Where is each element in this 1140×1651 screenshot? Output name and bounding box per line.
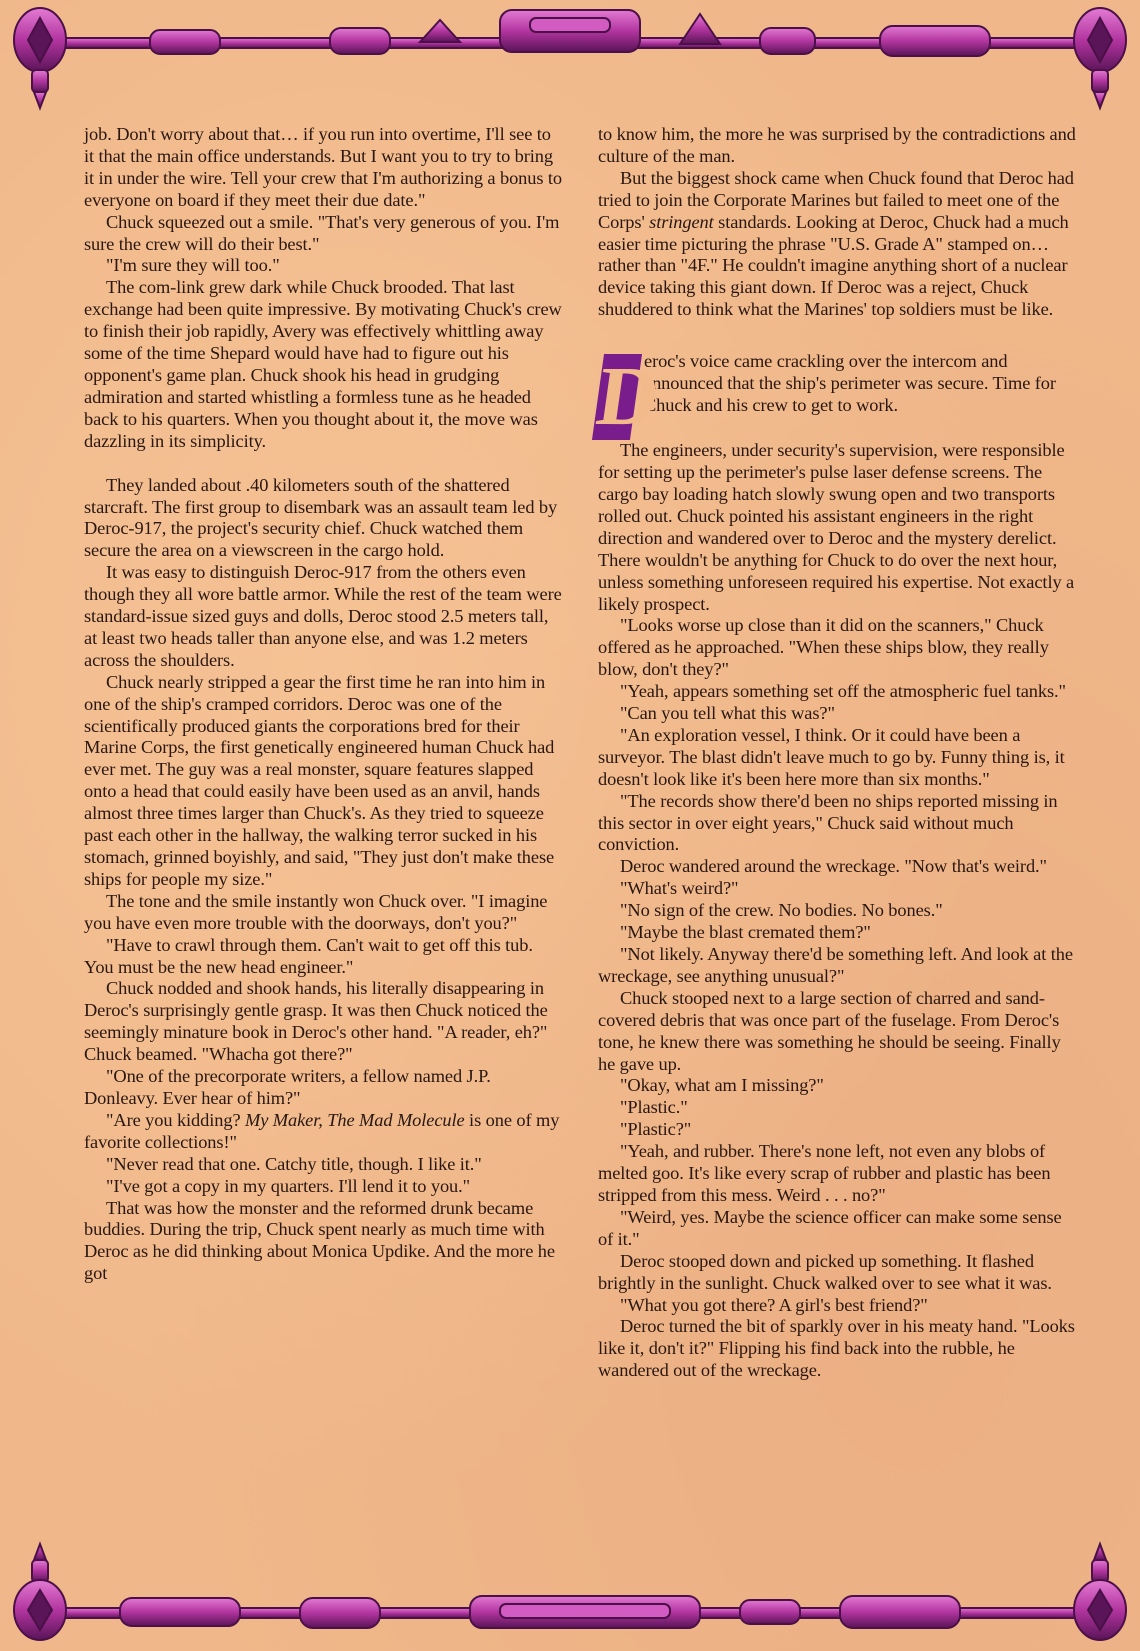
corner-emblem-bottom-right [1074, 1544, 1126, 1640]
paragraph: "I'm sure they will too." [106, 255, 280, 276]
text-run: is one of my favorite collections!" [84, 1109, 560, 1152]
paragraph: "Can you tell what this was?" [620, 703, 835, 724]
paragraph: Chuck stooped next to a large section of charred and sand-covered debris that was once part of the fuselage. From Deroc's tone, he knew there was something he should be seeing. Finally he gave up. [598, 987, 1061, 1074]
corner-emblem-top-left [14, 8, 66, 108]
paragraph: It was easy to distinguish Deroc-917 from the others even though they all wore battle armor. While the rest of the team were standard-issue sized guys and dolls, Deroc stood 2.5 meters tall, at least two heads taller than anyone else, and was 1.2 meters across the shoulders. [84, 562, 562, 670]
paragraph: "An exploration vessel, I think. Or it could have been a surveyor. The blast didn't leave much to go by. Funny thing is, it doesn't look like it's been here more than six months." [598, 724, 1065, 789]
text-run: But the biggest shock came when Chuck found that Deroc had tried to join the Corporate Marines but failed to meet one of the Corps' [598, 167, 1074, 232]
paragraph: "No sign of the crew. No bodies. No bones." [620, 900, 943, 921]
paragraph: "Plastic?" [620, 1119, 692, 1140]
paragraph: Chuck squeezed out a smile. "That's very generous of you. I'm sure the crew will do their best." [84, 211, 560, 254]
paragraph: The tone and the smile instantly won Chuck over. "I imagine you have even more trouble with the doorways, don't you?" [84, 890, 548, 933]
paragraph: "What's weird?" [620, 878, 739, 899]
paragraph: "Looks worse up close than it did on the scanners," Chuck offered as he approached. "When these ships blow, they really blow, don't they?" [598, 615, 1049, 680]
paragraph: Chuck nearly stripped a gear the first time he ran into him in one of the ship's cramped corridors. Deroc was one of the scientifically produced giants the corporations bred for their Marine Corps, the first genetically engineered human Chuck had ever met. The guy was a real monster, square features slapped onto a head that could easily have been used as an anvil, hands almost three times larger than Chuck's. As they tried to squeeze past each other in the hallway, the walking terror sucked in his stomach, grinned boyishly, and said, "They just don't make these ships for people my size." [84, 671, 555, 889]
paragraph: "One of the precorporate writers, a fellow named J.P. Donleavy. Ever hear of him?" [84, 1066, 491, 1108]
paragraph: to know him, the more he was surprised by the contradictions and culture of the man. [598, 124, 1076, 166]
paragraph: "What you got there? A girl's best friend?" [620, 1294, 928, 1315]
paragraph: They landed about .40 kilometers south of the shattered starcraft. The first group to disembark was an assault team led by Deroc-917, the project's security chief. Chuck watched them secure the area on a viewscreen in the cargo hold. [84, 474, 558, 561]
paragraph: That was how the monster and the reformed drunk became buddies. During the trip, Chuck spent nearly as much time with Deroc as he did thinking about Monica Updike. And the more he got [84, 1197, 555, 1284]
bottom-border-pipe [60, 1596, 1080, 1628]
paragraph: "Weird, yes. Maybe the science officer can make some sense of it." [598, 1206, 1062, 1249]
book-title: My Maker, The Mad Molecule [245, 1109, 465, 1130]
paragraph [598, 168, 1078, 321]
paragraph: "Never read that one. Catchy title, though. I like it." [106, 1153, 482, 1174]
paragraph: "Maybe the blast cremated them?" [620, 922, 871, 943]
paragraph: Deroc stooped down and picked up something. It flashed brightly in the sunlight. Chuck walked over to see what it was. [598, 1250, 1052, 1293]
paragraph [84, 1110, 564, 1154]
paragraph: "I've got a copy in my quarters. I'll lend it to you." [106, 1175, 471, 1196]
text-run: eroc's voice came crackling over the intercom and announced that the ship's perimeter was secure. Time for Chuck and his crew to get to work. [644, 351, 1056, 415]
paragraph: Deroc turned the bit of sparkly over in his meaty hand. "Looks like it, don't it?" Flipping his find back into the rubble, he wandered out of the wreckage. [598, 1316, 1075, 1381]
paragraph: "Okay, what am I missing?" [620, 1075, 824, 1096]
right-text-column [591, 124, 1078, 1382]
emphasis: stringent [649, 211, 714, 232]
paragraph: "Have to crawl through them. Can't wait to get off this tub. You must be the new head engineer." [84, 934, 533, 977]
paragraph: "Yeah, and rubber. There's none left, not even any blobs of melted goo. It's like every scrap of rubber and plastic has been stripped from this mess. Weird . . . no?" [598, 1141, 1051, 1205]
paragraph: Deroc wandered around the wreckage. "Now that's weird." [620, 856, 1047, 877]
top-border-pipe [60, 10, 1080, 56]
corner-emblem-top-right [1074, 8, 1126, 108]
paragraph: "Plastic." [620, 1097, 688, 1118]
text-run: standards. Looking at Deroc, Chuck had a much easier time picturing the phrase "U.S. Grade A" stamped on… rather than "4F." He couldn't imagine anything short of a nuclear device taking this giant down. If Deroc was a reject, Chuck shuddered to think what the Marines' top soldiers must be like. [598, 211, 1069, 320]
paragraph: job. Don't worry about that… if you run into overtime, I'll see to it that the main office understands. But I want you to try to bring it in under the wire. Tell your crew that I'm authorizing a bonus to everyone on board if they meet their due date." [84, 124, 563, 210]
paragraph: The com-link grew dark while Chuck brooded. That last exchange had been quite impressive. By motivating Chuck's crew to finish their job rapidly, Avery was effectively whittling away some of the time Shepard would have had to figure out his opponent's game plan. Chuck shook his head in grudging admiration and started whistling a formless tune as he headed back to his quarters. When you thought about it, the move was dazzling in its simplicity. [84, 277, 562, 451]
corner-emblem-bottom-left [14, 1544, 66, 1640]
paragraph: "Not likely. Anyway there'd be something left. And look at the wreckage, see anything unusual?" [598, 944, 1073, 986]
paragraph: "The records show there'd been no ships reported missing in this sector in over eight years," Chuck said without much conviction. [598, 790, 1058, 855]
left-text-column [84, 124, 564, 1285]
paragraph: "Yeah, appears something set off the atmospheric fuel tanks." [620, 681, 1066, 702]
paragraph: The engineers, under security's supervision, were responsible for setting up the perimeter's pulse laser defense screens. The cargo bay loading hatch slowly swung open and two transports rolled out. Chuck pointed his assistant engineers in the right direction and wandered over to Deroc and the mystery derelict. There wouldn't be anything for Chuck to do over the next hour, unless something unforeseen required his expertise. Not exactly a likely prospect. [598, 440, 1075, 614]
text-run: "Are you kidding? [106, 1109, 246, 1130]
paragraph: Chuck nodded and shook hands, his literally disappearing in Deroc's surprisingly gentle grasp. It was then Chuck noticed the seemingly minature book in Deroc's other hand. "A reader, eh?" Chuck beamed. "Whacha got there?" [84, 978, 548, 1065]
drop-cap: D [591, 350, 666, 444]
dropcap-paragraph [591, 350, 1078, 444]
